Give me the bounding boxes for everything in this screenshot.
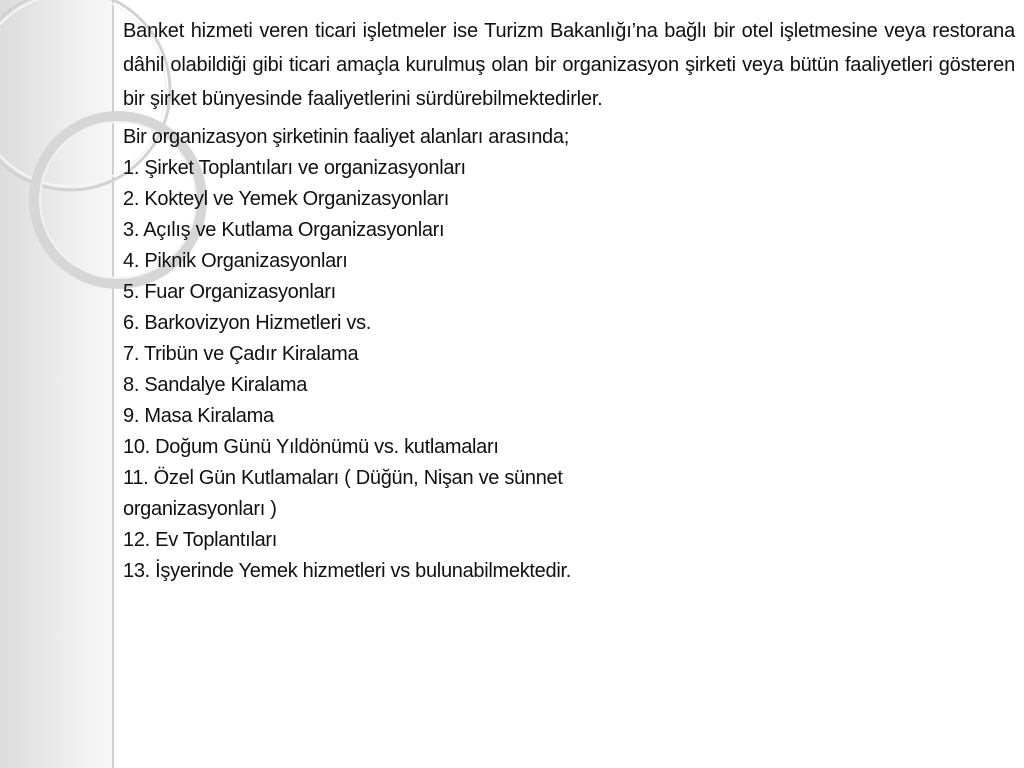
list-heading: Bir organizasyon şirketinin faaliyet alanları arasında; <box>123 126 569 148</box>
list-item: 13. İşyerinde Yemek hizmetleri vs bulunabilmektedir. <box>123 560 571 582</box>
list-item: 12. Ev Toplantıları <box>123 529 278 551</box>
list-item: 11. Özel Gün Kutlamaları ( Düğün, Nişan ve sünnet organizasyonları ) <box>123 467 563 520</box>
list-item: 5. Fuar Organizasyonları <box>123 281 336 303</box>
list-item: 3. Açılış ve Kutlama Organizasyonları <box>123 219 445 241</box>
list-item: 4. Piknik Organizasyonları <box>123 250 348 272</box>
list-item: 8. Sandalye Kiralama <box>123 374 308 396</box>
list-item: 6. Barkovizyon Hizmetleri vs. <box>123 312 372 334</box>
intro-paragraph: Banket hizmeti veren ticari işletmeler ise Turizm Bakanlığı’na bağlı bir otel işletmesine veya restorana dâhil olabildiği gibi ticari amaçla kurulmuş olan bir organizasyon şirketi veya bütün faaliyetleri gösteren bir şirket bünyesinde faaliyetlerini sürdürebilmektedirler. <box>123 20 1015 110</box>
content-text-area <box>123 14 1015 587</box>
list-item: 2. Kokteyl ve Yemek Organizasyonları <box>123 188 450 210</box>
list-item: 1. Şirket Toplantıları ve organizasyonları <box>123 157 466 179</box>
list-item: 7. Tribün ve Çadır Kiralama <box>123 343 359 365</box>
list-item: 9. Masa Kiralama <box>123 405 274 427</box>
activity-list <box>123 153 1015 587</box>
list-item: 10. Doğum Günü Yıldönümü vs. kutlamaları <box>123 436 499 458</box>
